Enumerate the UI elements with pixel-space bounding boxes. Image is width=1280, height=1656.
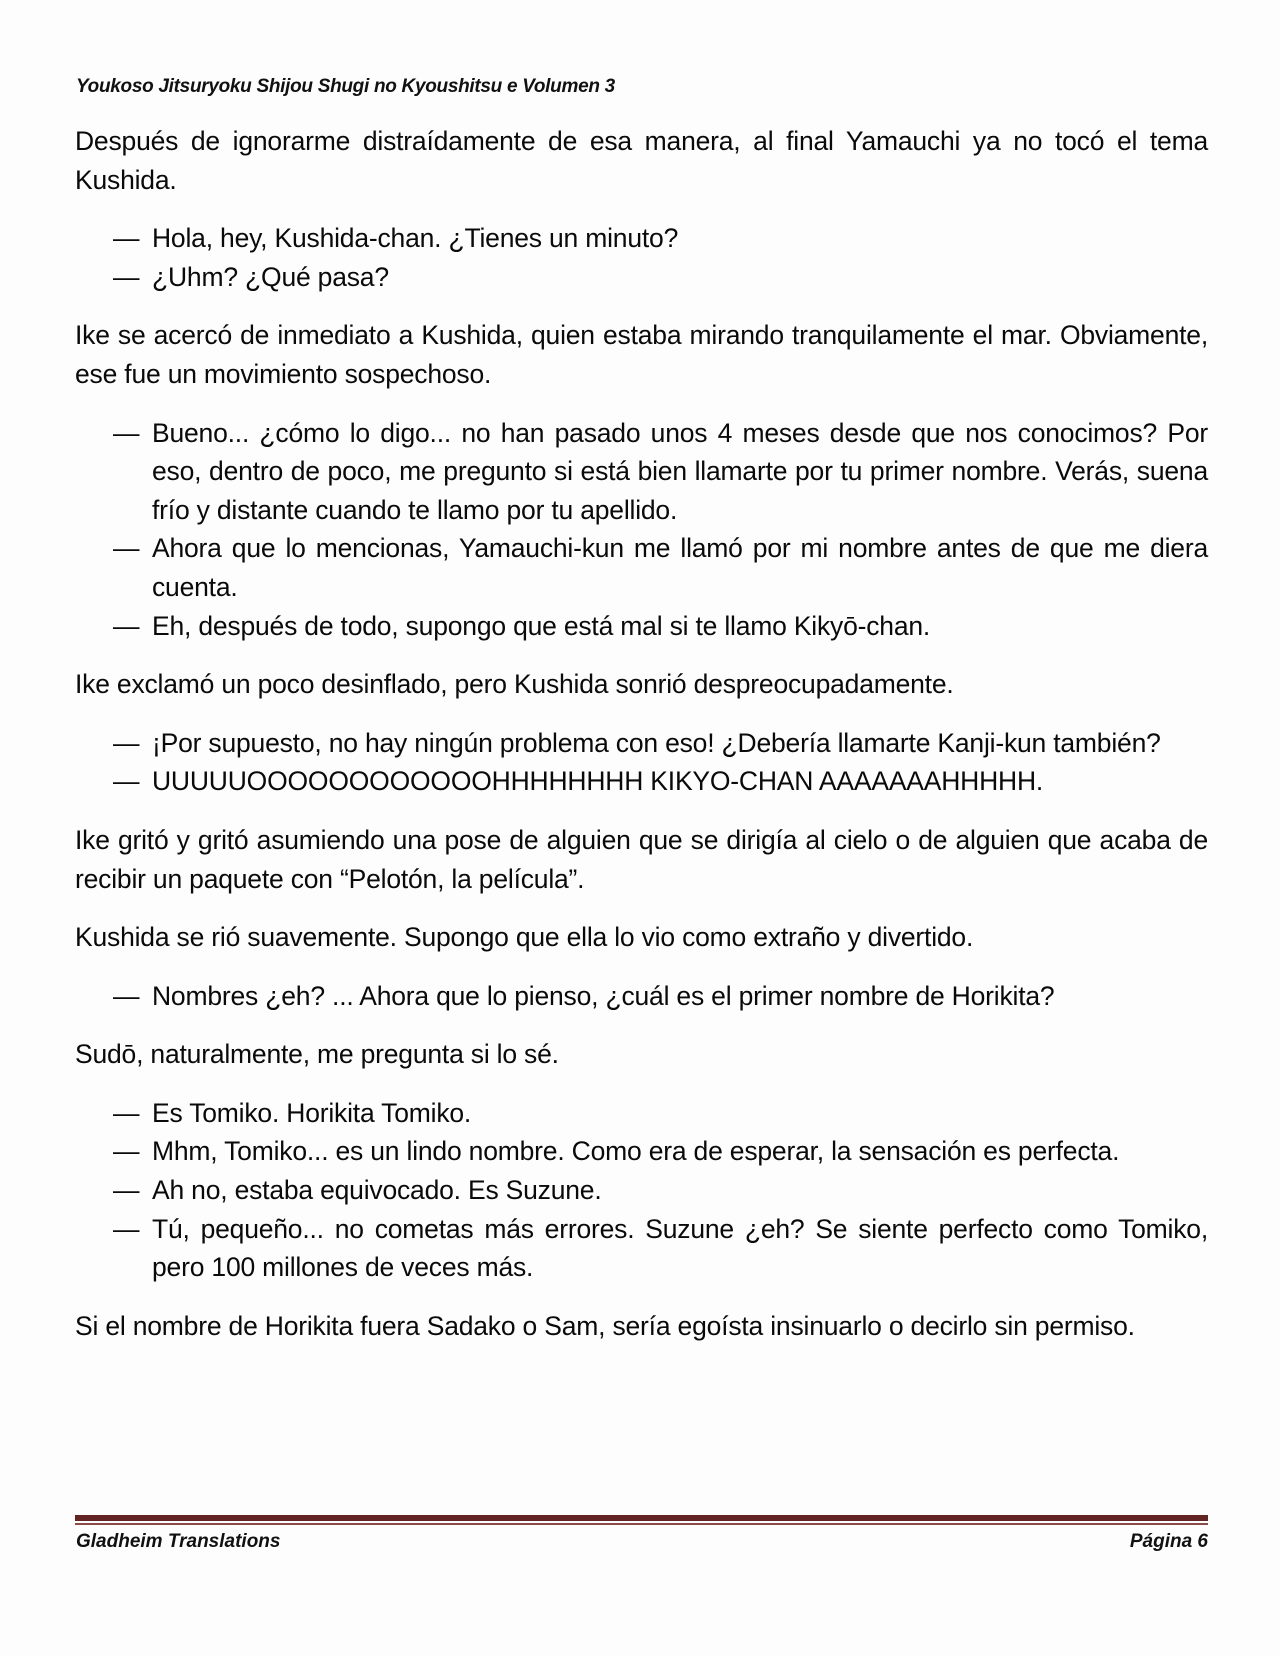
dialogue-block xyxy=(75,977,1208,1016)
dialogue-line: — Ah no, estaba equivocado. Es Suzune. xyxy=(75,1171,1208,1210)
dialogue-line: — Nombres ¿eh? ... Ahora que lo pienso, ¿cuál es el primer nombre de Horikita? xyxy=(75,977,1208,1016)
footer-rule xyxy=(75,1515,1208,1525)
em-dash: — xyxy=(113,417,140,448)
em-dash: — xyxy=(113,727,140,758)
em-dash: — xyxy=(113,261,140,292)
dialogue-line: — ¡Por supuesto, no hay ningún problema con eso! ¿Debería llamarte Kanji-kun también? xyxy=(75,724,1208,763)
page-number: Página 6 xyxy=(1129,1531,1208,1552)
dialogue-block xyxy=(75,219,1208,296)
dialogue-line: — Eh, después de todo, supongo que está mal si te llamo Kikyō-chan. xyxy=(75,607,1208,646)
paragraph: Ike exclamó un poco desinflado, pero Kushida sonrió despreocupadamente. xyxy=(75,669,954,700)
paragraph: Ike se acercó de inmediato a Kushida, quien estaba mirando tranquilamente el mar. Obviamente, ese fue un movimiento sospechoso. xyxy=(75,320,1208,389)
paragraph: Si el nombre de Horikita fuera Sadako o Sam, sería egoísta insinuarlo o decirlo sin permiso. xyxy=(75,1310,1135,1341)
dialogue-line: — UUUUUOOOOOOOOOOOOHHHHHHHH KIKYO-CHAN AAAAAAAHHHHH. xyxy=(75,762,1208,801)
dialogue-line: — Hola, hey, Kushida-chan. ¿Tienes un minuto? xyxy=(75,219,1208,258)
dialogue-line: — Bueno... ¿cómo lo digo... no han pasado unos 4 meses desde que nos conocimos? Por eso, dentro de poco, me pregunto si está bien llamarte por tu primer nombre. Verás, suena frío y distante cuando te llamo por tu apellido. xyxy=(75,414,1208,530)
dialogue-line: — Ahora que lo mencionas, Yamauchi-kun me llamó por mi nombre antes de que me diera cuenta. xyxy=(75,529,1208,606)
running-header: Youkoso Jitsuryoku Shijou Shugi no Kyoushitsu e Volumen 3 xyxy=(76,76,615,97)
paragraph: Después de ignorarme distraídamente de esa manera, al final Yamauchi ya no tocó el tema Kushida. xyxy=(75,126,1208,195)
dialogue-line: — Es Tomiko. Horikita Tomiko. xyxy=(75,1094,1208,1133)
paragraph: Sudō, naturalmente, me pregunta si lo sé. xyxy=(75,1039,559,1070)
paragraph: Ike gritó y gritó asumiendo una pose de alguien que se dirigía al cielo o de alguien que acaba de recibir un paquete con “Pelotón, la película”. xyxy=(75,824,1208,894)
paragraph: Kushida se rió suavemente. Supongo que ella lo vio como extraño y divertido. xyxy=(75,922,974,953)
em-dash: — xyxy=(113,1175,140,1206)
dialogue-line: — Mhm, Tomiko... es un lindo nombre. Como era de esperar, la sensación es perfecta. xyxy=(75,1132,1208,1171)
em-dash: — xyxy=(113,766,140,797)
footer-rule-thin xyxy=(75,1523,1208,1525)
dialogue-line: — Tú, pequeño... no cometas más errores. Suzune ¿eh? Se siente perfecto como Tomiko, pero 100 millones de veces más. xyxy=(75,1210,1208,1287)
em-dash: — xyxy=(113,533,140,564)
dialogue-line: — ¿Uhm? ¿Qué pasa? xyxy=(75,258,1208,297)
dialogue-block xyxy=(75,1094,1208,1287)
em-dash: — xyxy=(113,223,140,254)
em-dash: — xyxy=(113,1136,140,1167)
em-dash: — xyxy=(113,980,140,1011)
dialogue-block xyxy=(75,724,1208,801)
page-body xyxy=(75,122,1208,1365)
dialogue-block xyxy=(75,414,1208,646)
footer-publisher: Gladheim Translations xyxy=(76,1531,281,1552)
em-dash: — xyxy=(113,1213,140,1244)
em-dash: — xyxy=(113,610,140,641)
em-dash: — xyxy=(113,1097,140,1128)
